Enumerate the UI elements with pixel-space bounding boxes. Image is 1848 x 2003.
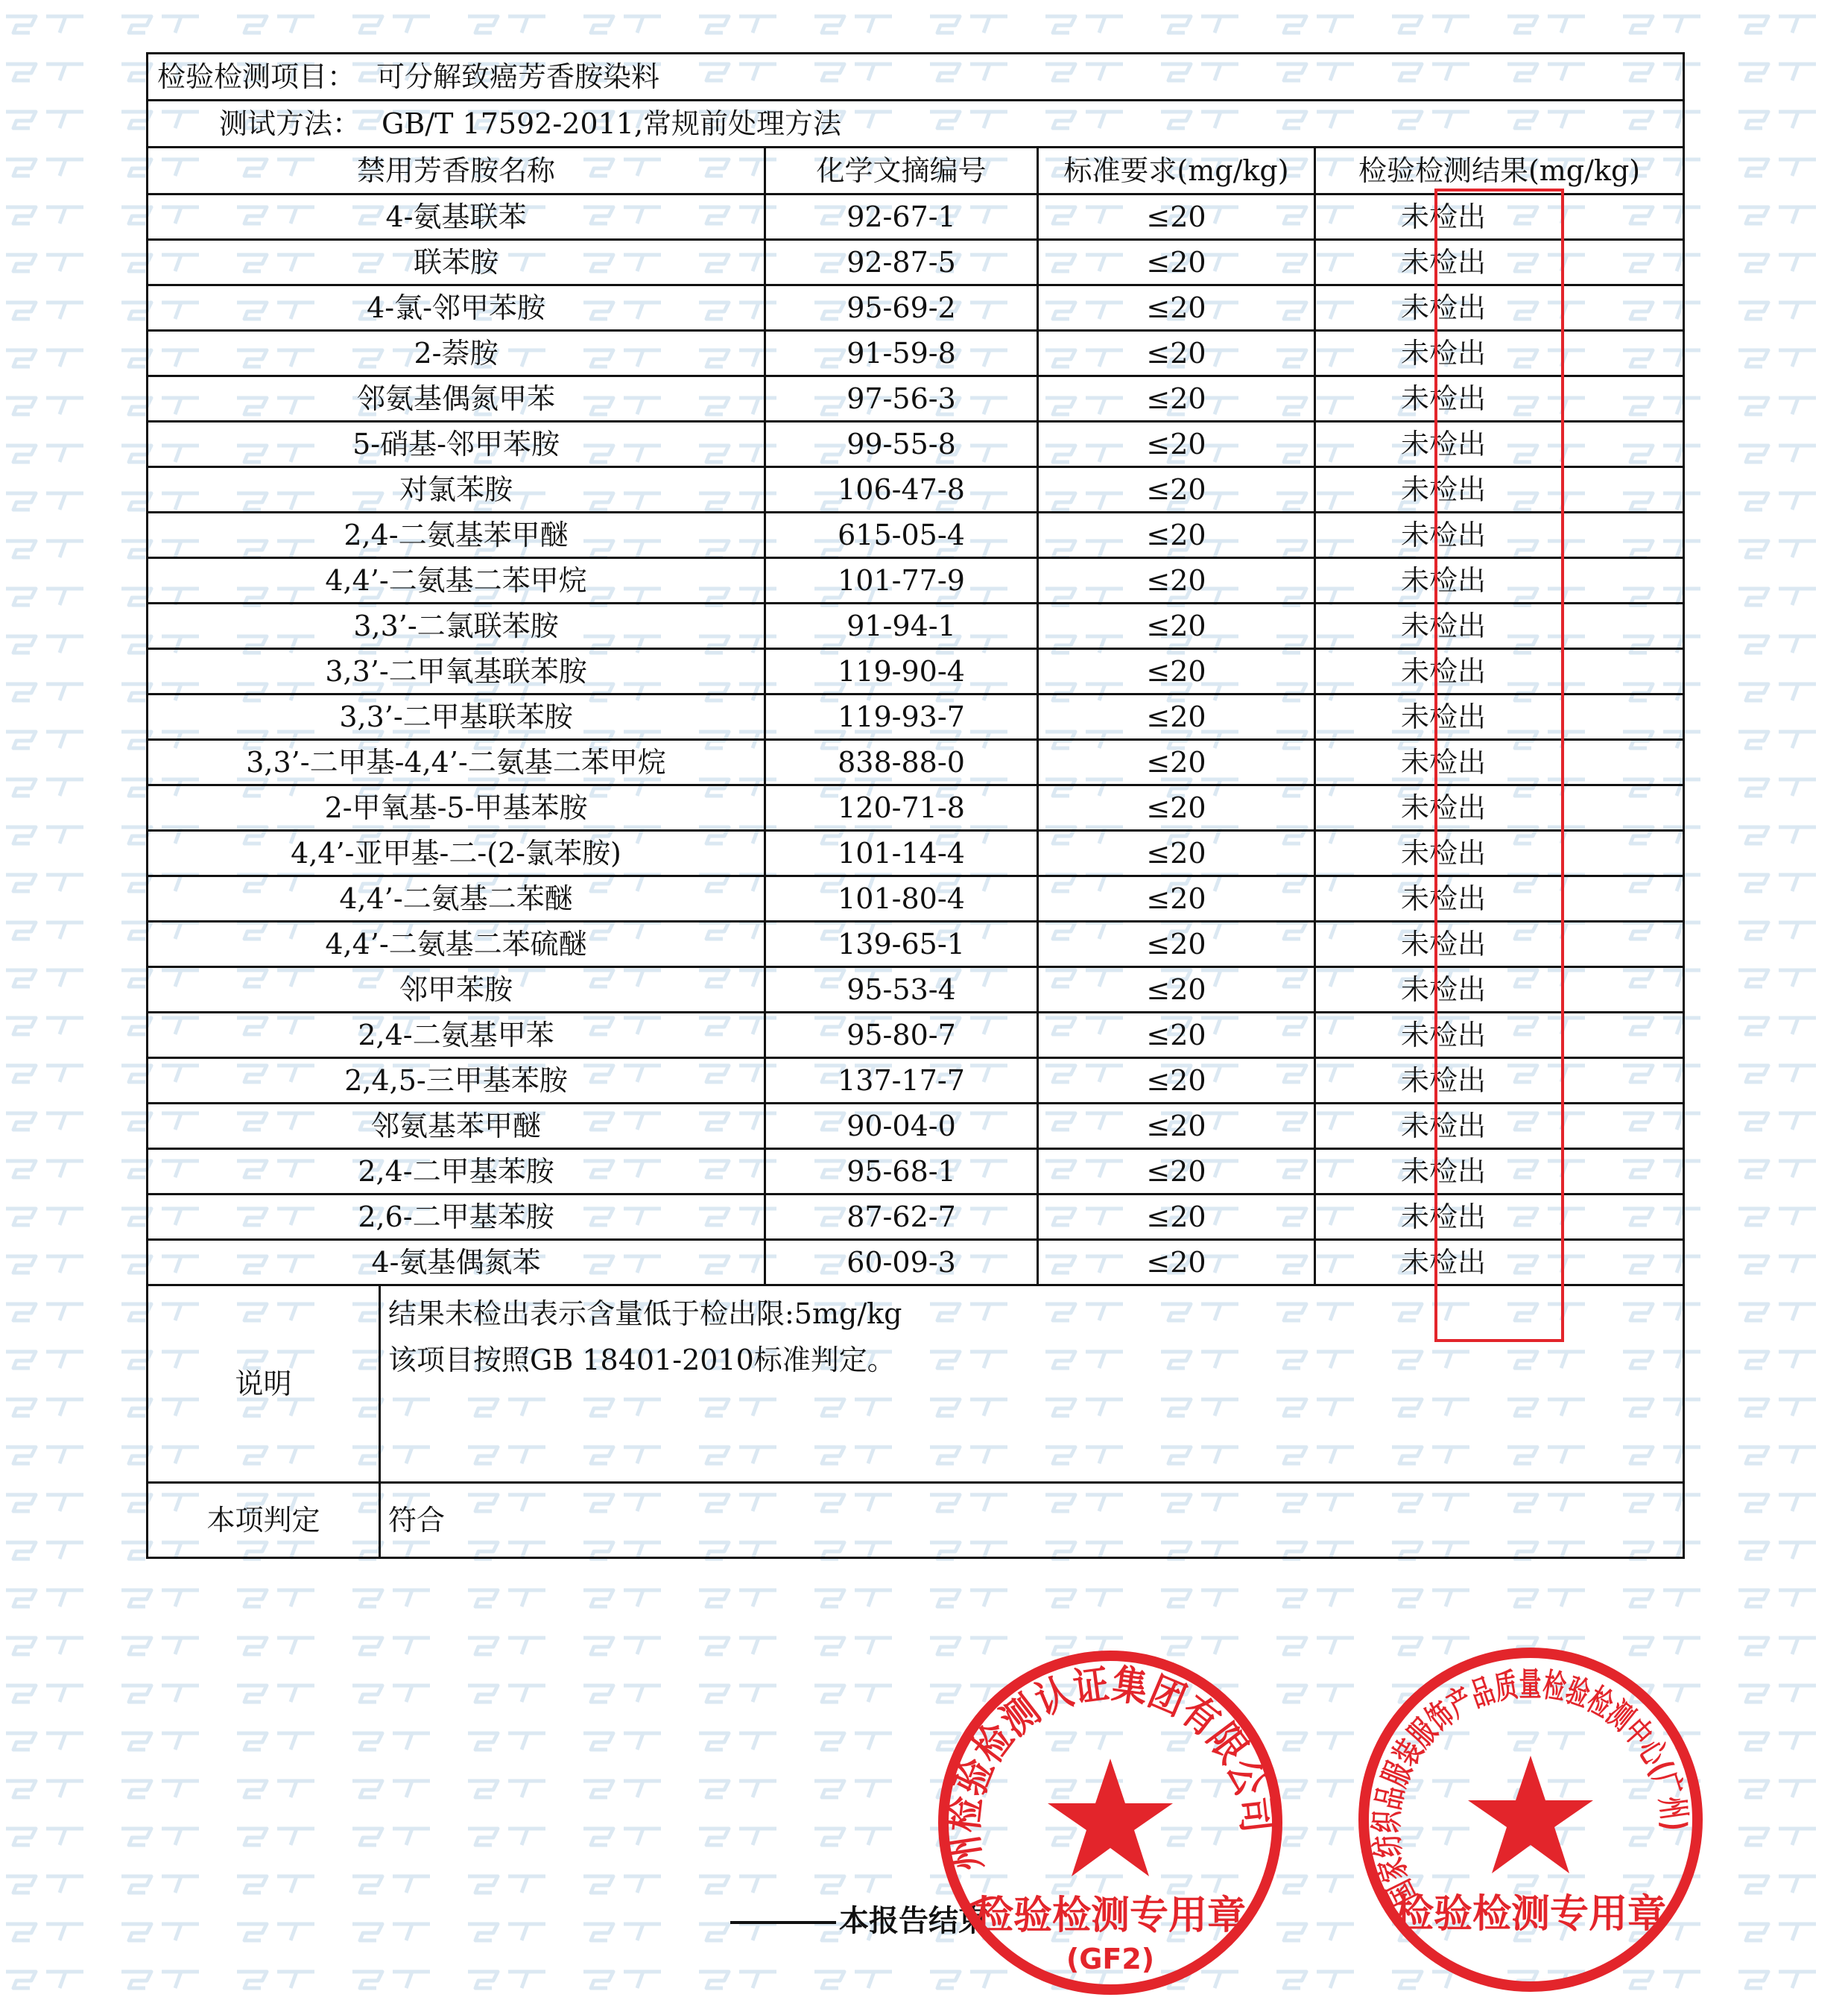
cas-number: 91-94-1: [765, 604, 1038, 649]
test-result: 未检出: [1315, 922, 1684, 967]
standard-limit: ≤20: [1038, 876, 1315, 922]
standard-limit: ≤20: [1038, 1194, 1315, 1240]
test-result: 未检出: [1315, 513, 1684, 558]
amine-name: 4-氨基偶氮苯: [148, 1240, 765, 1285]
amine-name: 邻甲苯胺: [148, 967, 765, 1013]
test-result: 未检出: [1315, 1013, 1684, 1058]
verdict-row: [148, 1483, 1684, 1558]
stamp-1-star-icon: [1048, 1759, 1173, 1876]
cas-number: 139-65-1: [765, 922, 1038, 967]
test-result: 未检出: [1315, 376, 1684, 422]
amine-name: 对氯苯胺: [148, 467, 765, 513]
cas-number: 615-05-4: [765, 513, 1038, 558]
test-result: 未检出: [1315, 1104, 1684, 1149]
test-result: 未检出: [1315, 1058, 1684, 1104]
method-row: [148, 101, 1684, 148]
standard-limit: ≤20: [1038, 1013, 1315, 1058]
header-result: 检验检测结果(mg/kg): [1315, 148, 1684, 194]
stamp-2: [1355, 1644, 1706, 1996]
cas-number: 120-71-8: [765, 785, 1038, 831]
test-result: 未检出: [1315, 831, 1684, 876]
amine-name: 2-萘胺: [148, 331, 765, 376]
method-label: 测试方法：: [219, 107, 361, 140]
test-result: 未检出: [1315, 785, 1684, 831]
test-result: 未检出: [1315, 649, 1684, 694]
notes-label: 说明: [148, 1285, 380, 1483]
test-result: 未检出: [1315, 604, 1684, 649]
amine-name: 2,4-二氨基甲苯: [148, 1013, 765, 1058]
header-standard: 标准要求(mg/kg): [1038, 148, 1315, 194]
standard-limit: ≤20: [1038, 649, 1315, 694]
cas-number: 838-88-0: [765, 740, 1038, 785]
stamp-2-seal: 检验检测专用章: [1394, 1892, 1667, 1937]
test-result: 未检出: [1315, 1149, 1684, 1194]
end-text: 本报告结束: [839, 1904, 988, 1938]
standard-limit: ≤20: [1038, 922, 1315, 967]
cas-number: 95-53-4: [765, 967, 1038, 1013]
standard-limit: ≤20: [1038, 1149, 1315, 1194]
amine-name: 4,4’-二氨基二苯硫醚: [148, 922, 765, 967]
test-result: 未检出: [1315, 285, 1684, 331]
header-cas: 化学文摘编号: [765, 148, 1038, 194]
cas-number: 99-55-8: [765, 422, 1038, 467]
amine-name: 4,4’-二氨基二苯甲烷: [148, 558, 765, 604]
standard-limit: ≤20: [1038, 422, 1315, 467]
test-result: 未检出: [1315, 876, 1684, 922]
standard-limit: ≤20: [1038, 740, 1315, 785]
amine-name: 联苯胺: [148, 240, 765, 285]
amine-name: 3,3’-二甲氧基联苯胺: [148, 649, 765, 694]
verdict-value: 符合: [380, 1483, 1684, 1558]
amine-name: 邻氨基苯甲醚: [148, 1104, 765, 1149]
stamp-1-org: 广州检验检测认证集团有限公司: [939, 1659, 1282, 1916]
standard-limit: ≤20: [1038, 1104, 1315, 1149]
stamp-1: [934, 1647, 1286, 1999]
amine-name: 4,4’-二氨基二苯醚: [148, 876, 765, 922]
stamp-2-star-icon: [1468, 1756, 1593, 1873]
cas-number: 97-56-3: [765, 376, 1038, 422]
cas-number: 101-14-4: [765, 831, 1038, 876]
standard-limit: ≤20: [1038, 240, 1315, 285]
standard-limit: ≤20: [1038, 1058, 1315, 1104]
cas-number: 95-69-2: [765, 285, 1038, 331]
standard-limit: ≤20: [1038, 604, 1315, 649]
test-result: 未检出: [1315, 1194, 1684, 1240]
standard-limit: ≤20: [1038, 376, 1315, 422]
note-line: 该项目按照GB 18401-2010标准判定。: [388, 1344, 896, 1376]
cas-number: 119-93-7: [765, 694, 1038, 740]
test-result: 未检出: [1315, 194, 1684, 240]
header-row: [148, 148, 1684, 194]
test-result: 未检出: [1315, 467, 1684, 513]
cas-number: 90-04-0: [765, 1104, 1038, 1149]
amine-name: 2,4-二甲基苯胺: [148, 1149, 765, 1194]
standard-limit: ≤20: [1038, 467, 1315, 513]
end-dash: [730, 1921, 836, 1924]
verdict-label: 本项判定: [148, 1483, 380, 1558]
amine-name: 2-甲氧基-5-甲基苯胺: [148, 785, 765, 831]
test-result: 未检出: [1315, 331, 1684, 376]
cas-number: 92-87-5: [765, 240, 1038, 285]
amine-name: 3,3’-二甲基联苯胺: [148, 694, 765, 740]
test-result: 未检出: [1315, 1240, 1684, 1285]
item-row: [148, 54, 1684, 101]
cas-number: 101-80-4: [765, 876, 1038, 922]
standard-limit: ≤20: [1038, 967, 1315, 1013]
standard-limit: ≤20: [1038, 694, 1315, 740]
test-result: 未检出: [1315, 240, 1684, 285]
header-name: 禁用芳香胺名称: [148, 148, 765, 194]
cas-number: 60-09-3: [765, 1240, 1038, 1285]
amine-name: 邻氨基偶氮甲苯: [148, 376, 765, 422]
amine-name: 5-硝基-邻甲苯胺: [148, 422, 765, 467]
standard-limit: ≤20: [1038, 194, 1315, 240]
stamp-2-org: 国家纺织品服装服饰产品质量检验检测中心(广州): [1367, 1664, 1694, 1911]
amine-name: 3,3’-二甲基-4,4’-二氨基二苯甲烷: [148, 740, 765, 785]
amine-name: 4,4’-亚甲基-二-(2-氯苯胺): [148, 831, 765, 876]
cas-number: 87-62-7: [765, 1194, 1038, 1240]
stamp-1-seal: 检验检测专用章: [974, 1893, 1247, 1938]
test-result: 未检出: [1315, 422, 1684, 467]
standard-limit: ≤20: [1038, 513, 1315, 558]
item-label: 检验检测项目：: [157, 60, 356, 93]
test-result: 未检出: [1315, 967, 1684, 1013]
cas-number: 92-67-1: [765, 194, 1038, 240]
cas-number: 106-47-8: [765, 467, 1038, 513]
test-result: 未检出: [1315, 740, 1684, 785]
standard-limit: ≤20: [1038, 331, 1315, 376]
standard-limit: ≤20: [1038, 285, 1315, 331]
standard-limit: ≤20: [1038, 1240, 1315, 1285]
result-highlight-box: [1434, 189, 1564, 1342]
standard-limit: ≤20: [1038, 558, 1315, 604]
amine-name: 3,3’-二氯联苯胺: [148, 604, 765, 649]
cas-number: 101-77-9: [765, 558, 1038, 604]
method-value: GB/T 17592-2011,常规前处理方法: [382, 107, 842, 140]
amine-name: 2,6-二甲基苯胺: [148, 1194, 765, 1240]
amine-name: 4-氨基联苯: [148, 194, 765, 240]
test-result: 未检出: [1315, 558, 1684, 604]
cas-number: 95-68-1: [765, 1149, 1038, 1194]
amine-name: 2,4,5-三甲基苯胺: [148, 1058, 765, 1104]
item-value: 可分解致癌芳香胺染料: [376, 60, 660, 93]
standard-limit: ≤20: [1038, 831, 1315, 876]
cas-number: 95-80-7: [765, 1013, 1038, 1058]
stamp-1-code: (GF2): [1066, 1943, 1155, 1975]
cas-number: 137-17-7: [765, 1058, 1038, 1104]
standard-limit: ≤20: [1038, 785, 1315, 831]
cas-number: 119-90-4: [765, 649, 1038, 694]
note-line: 结果未检出表示含量低于检出限:5mg/kg: [388, 1297, 902, 1330]
amine-name: 4-氯-邻甲苯胺: [148, 285, 765, 331]
test-result: 未检出: [1315, 694, 1684, 740]
amine-name: 2,4-二氨基苯甲醚: [148, 513, 765, 558]
cas-number: 91-59-8: [765, 331, 1038, 376]
